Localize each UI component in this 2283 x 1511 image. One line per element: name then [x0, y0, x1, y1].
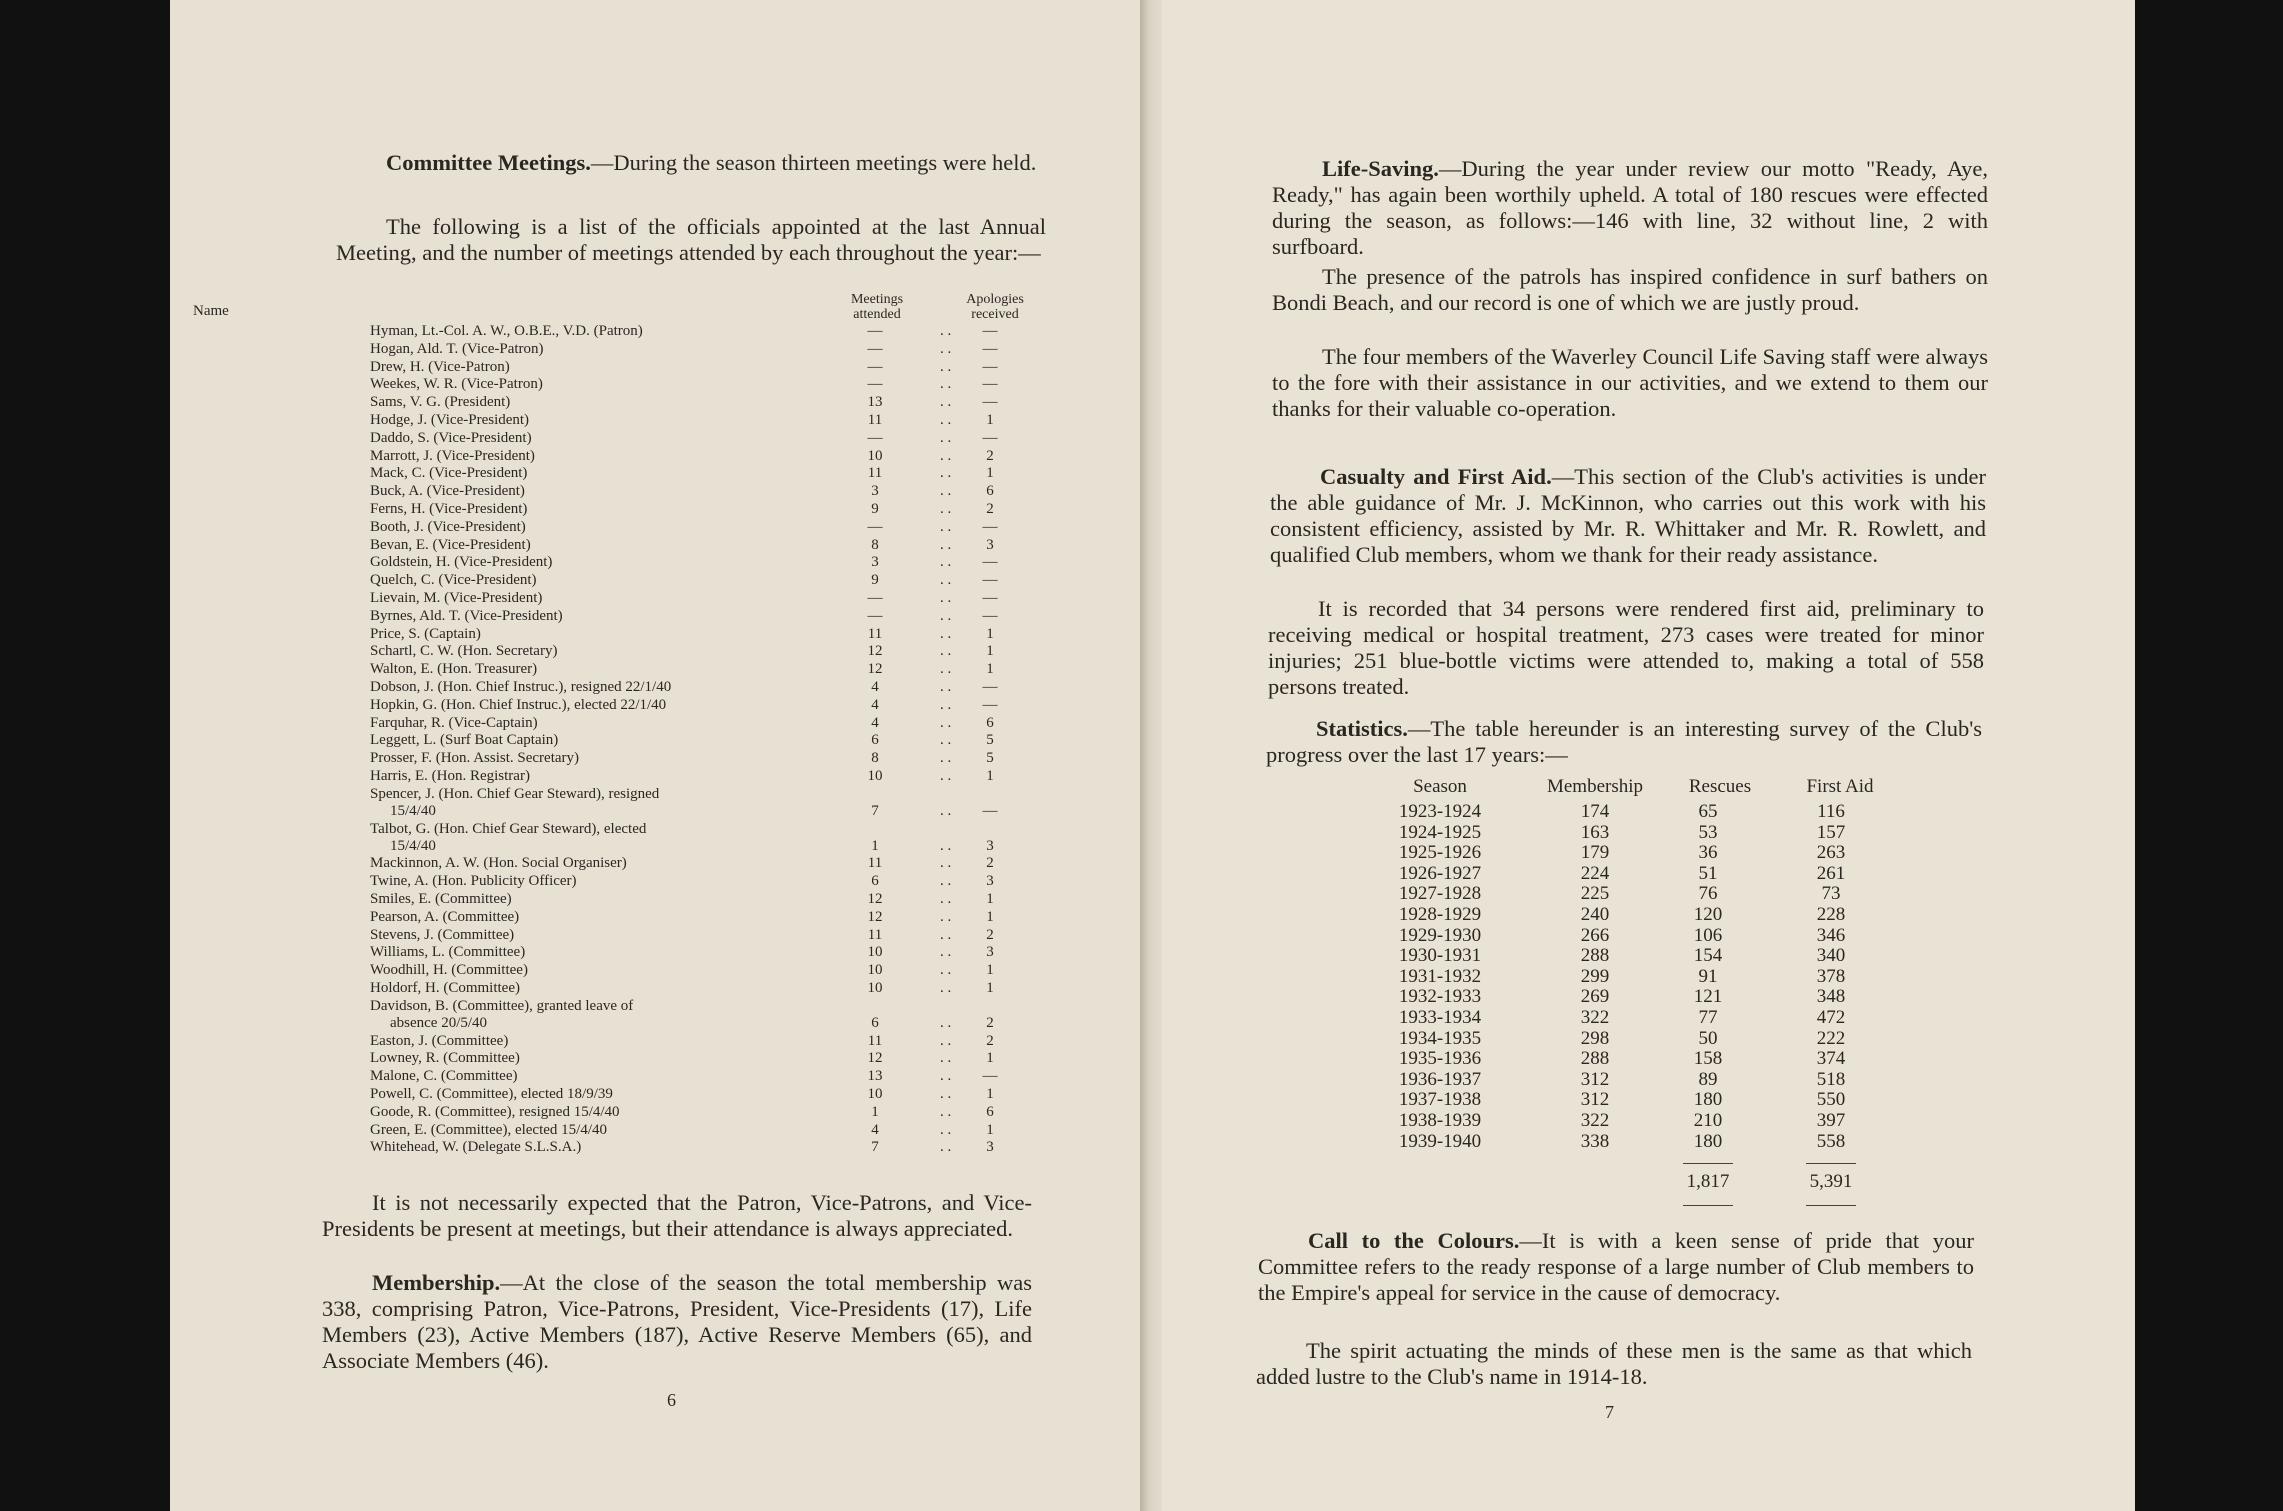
official-name: Holdorf, H. (Committee): [370, 980, 520, 996]
official-apologies-received: 2: [986, 926, 994, 943]
official-name: Quelch, C. (Vice-President): [370, 572, 537, 589]
official-apologies-received: —: [982, 518, 998, 535]
official-meetings-attended: 11: [867, 465, 883, 482]
official-meetings-attended: 10: [867, 980, 883, 996]
stats-membership: 224: [1580, 862, 1610, 884]
official-name: Mackinnon, A. W. (Hon. Social Organiser): [370, 855, 627, 872]
official-name: Prosser, F. (Hon. Assist. Secretary): [370, 750, 580, 767]
official-meetings-attended: 12: [867, 891, 883, 907]
stats-rescues: 180: [1693, 1130, 1723, 1152]
official-name: Hodge, J. (Vice-President): [370, 412, 530, 428]
stats-rescues: 180: [1693, 1089, 1723, 1111]
stats-first-aid: 346: [1816, 924, 1846, 946]
official-apologies-received: 1: [986, 1050, 994, 1067]
official-apologies-received: 1: [986, 962, 994, 979]
official-meetings-attended: 7: [871, 1139, 879, 1156]
stats-rescues: 89: [1698, 1068, 1718, 1090]
officials-intro: The following is a list of the officials appointed at the last Annual Meeting, and the number of meetings attended by each throughout the year:—: [336, 214, 1046, 265]
official-name: Hopkin, G. (Hon. Chief Instruc.), elected 22/1/40: [370, 696, 667, 713]
official-meetings-attended: 11: [867, 1032, 883, 1049]
leader-dots: . .: [940, 518, 952, 535]
officials-header-apologies: Apologies received: [966, 292, 1024, 322]
official-name: Spencer, J. (Hon. Chief Gear Steward), resigned: [370, 785, 660, 802]
official-meetings-attended: 11: [867, 625, 883, 642]
stats-membership: 312: [1580, 1089, 1610, 1111]
official-apologies-received: 6: [986, 483, 994, 500]
official-apologies-received: 1: [986, 891, 994, 907]
membership-paragraph: [322, 1270, 1032, 1374]
stats-membership: 225: [1580, 883, 1610, 905]
statistics-heading: Statistics.: [1316, 716, 1408, 741]
official-meetings-attended: 7: [871, 802, 879, 819]
book-gutter: [1140, 0, 1162, 1511]
official-name-continued: 15/4/40: [390, 837, 436, 854]
leader-dots: . .: [940, 607, 952, 624]
first-aid-paragraph: It is recorded that 34 persons were rendered first aid, preliminary to receiving medical or hospital treatment, 273 cases were treated for minor injuries; 251 blue-bottle victims were attended to, making a total of 558 persons treated.: [1268, 596, 1984, 699]
call-to-colours-paragraph: [1258, 1228, 1974, 1306]
official-meetings-attended: 4: [871, 1121, 879, 1138]
official-name: Buck, A. (Vice-President): [370, 483, 525, 500]
official-apologies-received: 1: [986, 1086, 994, 1102]
leader-dots: . .: [940, 429, 952, 446]
official-meetings-attended: 10: [867, 962, 883, 979]
stats-first-aid: 348: [1816, 986, 1846, 1008]
committee-meetings-paragraph: [336, 150, 1046, 176]
official-meetings-attended: 10: [867, 1086, 883, 1102]
official-name: Farquhar, R. (Vice-Captain): [370, 714, 538, 731]
stats-rescues: 51: [1698, 862, 1718, 884]
leader-dots: . .: [940, 802, 952, 819]
casualty-heading: Casualty and First Aid.: [1320, 464, 1552, 489]
official-meetings-attended: 3: [871, 483, 879, 500]
leader-dots: . .: [940, 732, 952, 749]
committee-meetings-heading: Committee Meetings.: [386, 150, 591, 175]
stats-header-first-aid: First Aid: [1806, 776, 1874, 797]
stats-first-aid: 340: [1816, 945, 1846, 967]
official-name-continued: absence 20/5/40: [390, 1014, 488, 1031]
official-meetings-attended: 12: [867, 908, 883, 925]
left-page-number: 6: [667, 1390, 676, 1410]
official-meetings-attended: —: [867, 590, 883, 606]
leader-dots: . .: [940, 447, 952, 464]
official-name: Drew, H. (Vice-Patron): [370, 358, 510, 375]
official-apologies-received: 5: [986, 750, 994, 767]
stats-membership: 338: [1580, 1130, 1610, 1152]
stats-first-aid: 228: [1816, 904, 1846, 925]
official-meetings-attended: 1: [871, 837, 879, 854]
stats-rescues: 65: [1698, 801, 1718, 822]
leader-dots: . .: [940, 1086, 952, 1102]
stats-first-aid: 261: [1816, 862, 1846, 884]
attendance-note: It is not necessarily expected that the Patron, Vice-Patrons, and Vice-Presidents be present at meetings, but their attendance is always appreciated.: [322, 1190, 1032, 1241]
official-meetings-attended: —: [867, 358, 883, 375]
leader-dots: . .: [940, 1032, 952, 1049]
first-aid-total: 5,391: [1809, 1171, 1853, 1192]
stats-membership: 312: [1580, 1068, 1610, 1090]
official-name: Lowney, R. (Committee): [370, 1050, 520, 1067]
casualty-text: —This section of the Club's activities is under the able guidance of Mr. J. McKinnon, who carries out this work with his consistent efficiency, assisted by Mr. R. Whittaker and Mr. R. Rowlett, and qualified Club members, whom we thank for their ready assistance.: [1270, 464, 1986, 567]
official-name: Williams, L. (Committee): [370, 944, 526, 961]
stats-rescues: 36: [1698, 842, 1718, 864]
official-apologies-received: —: [982, 358, 998, 375]
official-name: Price, S. (Captain): [370, 625, 481, 642]
official-apologies-received: 5: [986, 732, 994, 749]
stats-first-aid: 378: [1816, 965, 1846, 987]
official-name: Easton, J. (Committee): [370, 1032, 509, 1049]
life-saving-text: —During the year under review our motto "Ready, Aye, Ready," has again been worthily upheld. A total of 180 rescues were effected during the season, as follows:—146 with line, 32 without line, 2 with surfboard.: [1272, 156, 1988, 259]
official-meetings-attended: 12: [867, 661, 883, 678]
leader-dots: . .: [940, 855, 952, 872]
official-meetings-attended: 13: [867, 1068, 883, 1085]
official-meetings-attended: 10: [867, 447, 883, 464]
official-apologies-received: —: [982, 696, 998, 713]
stats-first-aid: 374: [1816, 1048, 1846, 1070]
official-name: Smiles, E. (Committee): [370, 891, 512, 907]
official-apologies-received: 2: [986, 1014, 994, 1031]
leader-dots: . .: [940, 643, 952, 660]
official-name: Goldstein, H. (Vice-President): [370, 554, 553, 571]
official-apologies-received: 3: [986, 873, 994, 890]
stats-season: 1937-1938: [1398, 1089, 1482, 1111]
leader-dots: . .: [940, 340, 952, 357]
official-name: Hogan, Ald. T. (Vice-Patron): [370, 340, 544, 357]
leader-dots: . .: [940, 394, 952, 411]
stats-first-aid: 73: [1821, 883, 1841, 905]
official-meetings-attended: 11: [867, 926, 883, 943]
officials-header-meetings: Meetings attended: [850, 292, 904, 322]
official-meetings-attended: 4: [871, 679, 879, 695]
official-name: Harris, E. (Hon. Registrar): [370, 768, 530, 784]
stats-first-aid: 472: [1816, 1007, 1846, 1028]
leader-dots: . .: [940, 572, 952, 589]
official-meetings-attended: —: [867, 518, 883, 535]
statistics-text: —The table hereunder is an interesting survey of the Club's progress over the last 17 years:—: [1266, 716, 1982, 767]
stats-rescues: 154: [1693, 945, 1723, 967]
leader-dots: . .: [940, 1014, 952, 1031]
official-name: Pearson, A. (Committee): [370, 908, 520, 925]
stats-season: 1939-1940: [1398, 1130, 1482, 1152]
official-name: Twine, A. (Hon. Publicity Officer): [370, 873, 577, 890]
spirit-paragraph: The spirit actuating the minds of these men is the same as that which added lustre to the Club's name in 1914-18.: [1256, 1338, 1972, 1389]
official-apologies-received: 3: [986, 536, 994, 553]
official-apologies-received: 2: [986, 447, 994, 464]
official-meetings-attended: 10: [867, 944, 883, 961]
official-meetings-attended: 13: [867, 394, 883, 411]
stats-membership: 322: [1580, 1110, 1610, 1131]
leader-dots: . .: [940, 358, 952, 375]
official-meetings-attended: 10: [867, 768, 883, 784]
stats-rescues: 210: [1693, 1110, 1723, 1131]
official-meetings-attended: 8: [871, 536, 879, 553]
official-apologies-received: 2: [986, 1032, 994, 1049]
life-saving-heading: Life-Saving.: [1322, 156, 1439, 181]
leader-dots: . .: [940, 661, 952, 678]
stats-first-aid: 518: [1816, 1068, 1846, 1090]
casualty-paragraph: [1270, 464, 1986, 568]
official-meetings-attended: 4: [871, 696, 879, 713]
officials-header-name: Name: [193, 303, 229, 319]
official-apologies-received: —: [982, 340, 998, 357]
leader-dots: . .: [940, 944, 952, 961]
committee-meetings-text: —During the season thirteen meetings were held.: [590, 150, 1037, 175]
official-meetings-attended: 6: [871, 873, 879, 890]
leader-dots: . .: [940, 412, 952, 428]
stats-membership: 266: [1580, 924, 1610, 946]
stats-rescues: 50: [1698, 1027, 1718, 1049]
official-apologies-received: 2: [986, 855, 994, 872]
official-meetings-attended: 3: [871, 554, 879, 571]
leader-dots: . .: [940, 625, 952, 642]
membership-text: —At the close of the season the total membership was 338, comprising Patron, Vice-Patrons, President, Vice-Presidents (17), Life Members (23), Active Members (187), Active Reserve Members (65), and Associate Members (46).: [322, 1270, 1032, 1373]
official-name: Ferns, H. (Vice-President): [370, 501, 528, 517]
stats-membership: 240: [1580, 904, 1610, 925]
official-apologies-received: 1: [986, 661, 994, 678]
leader-dots: . .: [940, 536, 952, 553]
official-apologies-received: —: [982, 323, 998, 339]
official-name-continued: 15/4/40: [390, 802, 436, 819]
official-name: Hyman, Lt.-Col. A. W., O.B.E., V.D. (Patron): [370, 323, 643, 339]
rescues-total-rule-bottom: [1683, 1205, 1733, 1206]
leader-dots: . .: [940, 1121, 952, 1138]
official-apologies-received: —: [982, 802, 998, 819]
official-apologies-received: 1: [986, 465, 994, 482]
stats-first-aid: 157: [1816, 821, 1846, 843]
official-apologies-received: 1: [986, 1121, 994, 1138]
leader-dots: . .: [940, 554, 952, 571]
leader-dots: . .: [940, 696, 952, 713]
life-saving-paragraph: [1272, 156, 1988, 260]
stats-season: 1931-1932: [1398, 965, 1482, 987]
official-apologies-received: —: [982, 572, 998, 589]
official-name: Walton, E. (Hon. Treasurer): [370, 661, 538, 678]
official-name: Woodhill, H. (Committee): [370, 962, 528, 979]
official-meetings-attended: 11: [867, 412, 883, 428]
official-meetings-attended: —: [867, 429, 883, 446]
stats-season: 1930-1931: [1398, 945, 1482, 967]
official-apologies-received: 3: [986, 944, 994, 961]
official-name: Marrott, J. (Vice-President): [370, 447, 535, 464]
official-meetings-attended: —: [867, 376, 883, 393]
stats-season: 1938-1939: [1398, 1110, 1482, 1131]
official-meetings-attended: —: [867, 323, 883, 339]
stats-season: 1924-1925: [1398, 821, 1482, 843]
stats-season: 1928-1929: [1398, 904, 1482, 925]
official-name: Goode, R. (Committee), resigned 15/4/40: [370, 1103, 620, 1120]
council-paragraph: The four members of the Waverley Council Life Saving staff were always to the fore with their assistance in our activities, and we extend to them our thanks for their valuable co-operation.: [1272, 344, 1988, 421]
official-meetings-attended: 9: [871, 572, 879, 589]
first-aid-total-rule-top: [1806, 1163, 1856, 1164]
stats-rescues: 91: [1698, 965, 1718, 987]
official-apologies-received: 2: [986, 501, 994, 517]
leader-dots: . .: [940, 980, 952, 996]
official-apologies-received: —: [982, 679, 998, 695]
official-meetings-attended: 1: [871, 1103, 879, 1120]
official-meetings-attended: 11: [867, 855, 883, 872]
official-apologies-received: 1: [986, 980, 994, 996]
leader-dots: . .: [940, 908, 952, 925]
leader-dots: . .: [940, 1068, 952, 1085]
stats-rescues: 77: [1698, 1007, 1718, 1028]
official-name: Mack, C. (Vice-President): [370, 465, 528, 482]
stats-rescues: 76: [1698, 883, 1718, 905]
official-apologies-received: 6: [986, 1103, 994, 1120]
official-name: Powell, C. (Committee), elected 18/9/39: [370, 1086, 613, 1102]
official-name: Davidson, B. (Committee), granted leave of: [370, 997, 634, 1014]
stats-membership: 288: [1580, 945, 1610, 967]
official-meetings-attended: —: [867, 607, 883, 624]
right-page-number: 7: [1605, 1402, 1614, 1422]
official-meetings-attended: 4: [871, 714, 879, 731]
stats-membership: 299: [1580, 965, 1610, 987]
stats-season: 1925-1926: [1398, 842, 1482, 864]
leader-dots: . .: [940, 1139, 952, 1156]
official-apologies-received: —: [982, 1068, 998, 1085]
first-aid-total-rule-bottom: [1806, 1205, 1856, 1206]
leader-dots: . .: [940, 483, 952, 500]
leader-dots: . .: [940, 768, 952, 784]
official-meetings-attended: 6: [871, 1014, 879, 1031]
stats-rescues: 121: [1693, 986, 1723, 1008]
leader-dots: . .: [940, 501, 952, 517]
stats-season: 1926-1927: [1398, 862, 1482, 884]
stats-rescues: 158: [1693, 1048, 1723, 1070]
stats-membership: 288: [1580, 1048, 1610, 1070]
official-apologies-received: 1: [986, 412, 994, 428]
statistics-paragraph: [1266, 716, 1982, 768]
stats-season: 1936-1937: [1398, 1068, 1482, 1090]
stats-membership: 163: [1580, 821, 1610, 843]
stats-season: 1923-1924: [1398, 801, 1482, 822]
official-apologies-received: —: [982, 376, 998, 393]
leader-dots: . .: [940, 465, 952, 482]
official-name: Whitehead, W. (Delegate S.L.S.A.): [370, 1139, 582, 1156]
leader-dots: . .: [940, 1050, 952, 1067]
official-name: Dobson, J. (Hon. Chief Instruc.), resigned 22/1/40: [370, 679, 672, 695]
leader-dots: . .: [940, 590, 952, 606]
stats-membership: 322: [1580, 1007, 1610, 1028]
leader-dots: . .: [940, 376, 952, 393]
stats-first-aid: 550: [1816, 1089, 1846, 1111]
official-meetings-attended: 9: [871, 501, 879, 517]
official-name: Sams, V. G. (President): [370, 394, 511, 411]
official-apologies-received: —: [982, 590, 998, 606]
leader-dots: . .: [940, 323, 952, 339]
official-name: Talbot, G. (Hon. Chief Gear Steward), elected: [370, 820, 647, 837]
stats-season: 1934-1935: [1398, 1027, 1482, 1049]
official-apologies-received: 1: [986, 768, 994, 784]
stats-rescues: 53: [1698, 821, 1718, 843]
stats-header-membership: Membership: [1546, 776, 1644, 797]
official-name: Bevan, E. (Vice-President): [370, 536, 531, 553]
stats-rescues: 120: [1693, 904, 1723, 925]
official-name: Leggett, L. (Surf Boat Captain): [370, 732, 559, 749]
official-meetings-attended: 6: [871, 732, 879, 749]
call-to-colours-text: —It is with a keen sense of pride that your Committee refers to the ready response of a large number of Club members to the Empire's appeal for service in the cause of democracy.: [1258, 1228, 1975, 1305]
leader-dots: . .: [940, 891, 952, 907]
stats-season: 1929-1930: [1398, 924, 1482, 946]
official-apologies-received: 6: [986, 714, 994, 731]
rescues-total-rule-top: [1683, 1163, 1733, 1164]
leader-dots: . .: [940, 873, 952, 890]
stats-season: 1933-1934: [1398, 1007, 1482, 1028]
official-meetings-attended: —: [867, 340, 883, 357]
stats-season: 1932-1933: [1398, 986, 1482, 1008]
rescues-total: 1,817: [1686, 1171, 1730, 1192]
stats-first-aid: 397: [1816, 1110, 1846, 1131]
official-name: Booth, J. (Vice-President): [370, 518, 526, 535]
stats-season: 1927-1928: [1398, 883, 1482, 905]
leader-dots: . .: [940, 1103, 952, 1120]
stats-first-aid: 116: [1817, 801, 1845, 822]
stats-first-aid: 263: [1816, 842, 1846, 864]
official-apologies-received: —: [982, 394, 998, 411]
leader-dots: . .: [940, 714, 952, 731]
official-apologies-received: —: [982, 429, 998, 446]
membership-heading: Membership.: [372, 1270, 501, 1295]
official-apologies-received: —: [982, 607, 998, 624]
stats-rescues: 106: [1693, 924, 1723, 946]
stats-membership: 269: [1580, 986, 1610, 1008]
leader-dots: . .: [940, 750, 952, 767]
official-name: Stevens, J. (Committee): [370, 926, 515, 943]
leader-dots: . .: [940, 926, 952, 943]
stats-membership: 174: [1580, 801, 1610, 822]
leader-dots: . .: [940, 837, 952, 854]
official-name: Lievain, M. (Vice-President): [370, 590, 543, 606]
call-to-colours-heading: Call to the Colours.: [1308, 1228, 1520, 1253]
leader-dots: . .: [940, 962, 952, 979]
official-name: Daddo, S. (Vice-President): [370, 429, 532, 446]
stats-first-aid: 222: [1816, 1027, 1846, 1049]
official-meetings-attended: 12: [867, 1050, 883, 1067]
official-name: Weekes, W. R. (Vice-Patron): [370, 376, 543, 393]
official-apologies-received: —: [982, 554, 998, 571]
official-name: Byrnes, Ald. T. (Vice-President): [370, 607, 563, 624]
official-apologies-received: 1: [986, 625, 994, 642]
official-name: Green, E. (Committee), elected 15/4/40: [370, 1121, 608, 1138]
official-meetings-attended: 8: [871, 750, 879, 767]
leader-dots: . .: [940, 679, 952, 695]
stats-membership: 179: [1580, 842, 1610, 864]
stats-header-season: Season: [1413, 776, 1467, 797]
stats-header-rescues: Rescues: [1688, 776, 1752, 797]
stats-first-aid: 558: [1816, 1130, 1846, 1152]
stats-membership: 298: [1580, 1027, 1610, 1049]
official-name: Malone, C. (Committee): [370, 1068, 518, 1085]
official-apologies-received: 1: [986, 908, 994, 925]
official-meetings-attended: 12: [867, 643, 883, 660]
patrols-paragraph: The presence of the patrols has inspired confidence in surf bathers on Bondi Beach, and our record is one of which we are justly proud.: [1272, 264, 1988, 315]
official-apologies-received: 3: [986, 1139, 994, 1156]
official-apologies-received: 1: [986, 643, 994, 660]
stats-season: 1935-1936: [1398, 1048, 1482, 1070]
official-apologies-received: 3: [986, 837, 994, 854]
official-name: Schartl, C. W. (Hon. Secretary): [370, 643, 558, 660]
